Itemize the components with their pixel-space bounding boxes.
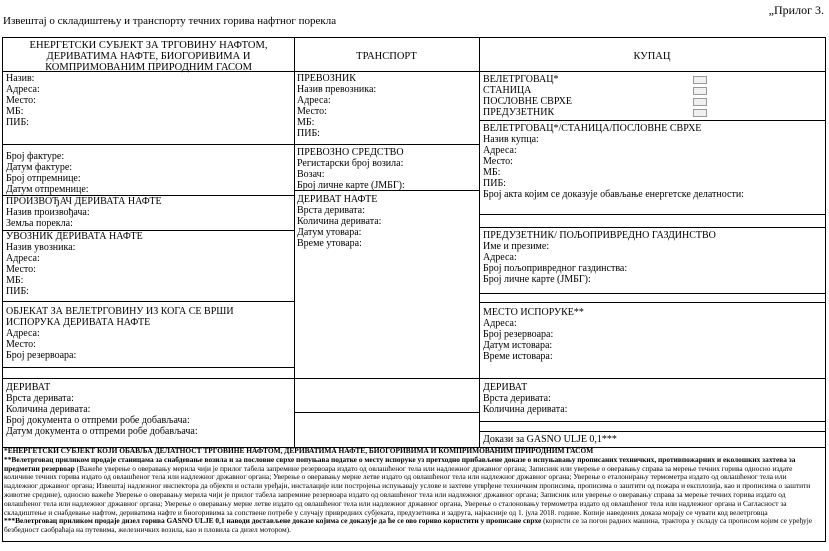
- attachment-label: „Прилог 3.: [768, 3, 824, 17]
- producer-section: ПРОИЗВОЂАЧ ДЕРИВАТА НАФТЕ Назив произвођача: Земља порекла:: [6, 196, 162, 229]
- subject-fields: Назив: Адреса: Место: МБ: ПИБ:: [6, 73, 40, 128]
- header-transport: ТРАНСПОРТ: [356, 51, 417, 62]
- checkbox-station[interactable]: [693, 87, 707, 95]
- footnote-1: *ЕНЕРГЕТСКИ СУБЈЕКТ КОЈИ ОБАВЉА ДЕЛАТНОСТ ТРГОВИНЕ НАФТОМ, ДЕРИВАТИМА НАФТЕ, БИОГОРИВИМА И КОМПРИМОВАНИМ ПРИРОДНИМ ГАСОМ: [4, 446, 594, 455]
- derivative-section: ДЕРИВАТ Врста деривата: Количина деривата: Број документа о отпреми робе добављача: Датум документа о отпреми робе добављача:: [6, 382, 198, 437]
- gasno-proof-label: Докази за GASNO ULJE 0,1***: [483, 434, 617, 445]
- buyer-section: ВЕЛЕТРГОВАЦ*/СТАНИЦА/ПОСЛОВНЕ СВРХЕ Назив купца: Адреса: Место: МБ: ПИБ: Број акта којим се доказује обављање енергетске делатности:: [483, 123, 744, 200]
- footnotes: [4, 447, 820, 535]
- importer-section: УВОЗНИК ДЕРИВАТА НАФТЕ Назив увозника: Адреса: Место: МБ: ПИБ:: [6, 231, 143, 297]
- vehicle-section: ПРЕВОЗНО СРЕДСТВО Регистарски број возила: Возач: Број личне карте (ЈМБГ):: [297, 147, 405, 191]
- delivery-place-section: МЕСТО ИСПОРУКЕ** Адреса: Број резервоара: Датум истовара: Време истовара:: [483, 307, 584, 362]
- checkbox-wholesaler[interactable]: [693, 76, 707, 84]
- carrier-section: ПРЕВОЗНИК Назив превозника: Адреса: Место: МБ: ПИБ:: [297, 73, 377, 139]
- report-title: Извештај о складиштењу и транспорту течних горива нафтног порекла: [3, 15, 337, 27]
- checkbox-entrepreneur[interactable]: [693, 109, 707, 117]
- facility-section: ОБЈЕКАТ ЗА ВЕЛЕТРГОВИНУ ИЗ КОГА СЕ ВРШИ ИСПОРУКА ДЕРИВАТА НАФТЕ Адреса: Место: Број резервоара:: [6, 306, 234, 361]
- header-buyer: КУПАЦ: [633, 51, 671, 62]
- footnote-3: ***Велетрговац приликом продаје дизел горива GASNO ULJE 0,1 наводи достављене доказе којима се доказује да ће се ово гориво користити у прописане сврхе (користи се за погон радних машина, трактора у складу са прописом којим се уређује безбедност саобраћаја на путевима, железничких возила, као и пловила са дизел мотором).: [4, 516, 813, 535]
- checkbox-business-purposes[interactable]: [693, 98, 707, 106]
- invoice-fields: Број фактуре: Датум фактуре: Број отпремнице: Датум отпремнице:: [6, 151, 89, 195]
- farm-section: ПРЕДУЗЕТНИК/ ПОЉОПРИВРЕДНО ГАЗДИНСТВО Име и презиме: Адреса: Број пољопривредног газдинства: Број личне карте (ЈМБГ):: [483, 230, 716, 285]
- buyer-derivative-section: ДЕРИВАТ Врста деривата: Количина деривата:: [483, 382, 568, 415]
- header-energy-subject: ЕНЕРГЕТСКИ СУБЈЕКТ ЗА ТРГОВИНУ НАФТОМ, ДЕРИВАТИМА НАФТЕ, БИОГОРИВИМА И КОМПРИМОВАНИМ ПРИРОДНИМ ГАСОМ: [29, 40, 268, 73]
- oil-derivative-section: ДЕРИВАТ НАФТЕ Врста деривата: Количина деривата: Датум утовара: Време утовара:: [297, 194, 382, 249]
- footnote-2: **Велетрговац приликом продаје станицама за снабдевање возила и за пословне сврхе попуњава податке о месту испоруке уз претходно прибављене доказе о испуњавању прописаних техничких, противпожарних и еколошких захтева за предметни резервоар (Важећe уверење о овeравању мерила чији je прилог табела запремине резервоара издато од овлашћеног тела или надлежног државног органа; Записник или уверење о оверавању справа за мерење течних горива односно издате количине течних горива издато од овлашћеног тела или надлежног државног органа; Уверење о оверавању мерне летве издато од овлашћеног тела или надлежног државног органа; Уверење о еталонирању термометра издато од овлашћеног тела или надлежног државног органа; Извештај надлежног инспектора да објекти и остали уређаји, инсталације или постројења испуњавају услове и захтеве утврђене техничким прописима, прописима о заштити од пожара и експлозија, као и прописима о заштити животне средине), односно важеће Уверење о оверавању мерила чији je прилог табела запремине резервоара издато од овлашћеног тела или надлежног државног органа; Записник или уверење о оверавању справа за мерење течних горива издато од овлашћеног тела или надлежног државног органа; Уверење о оверавању мерне летве издато од овлашћеног тела или надлежног државног органа, Уверење о сталоновању термометра издато од овлашћеног тела или надлежног органа и Сагласност за складиштење и снабдевање нафтом, дериватима нафте и биогоривима за сопствене потребе у случају привредних субјеката, предузетника и задруга, најкасније од 1. јула 2018. године. Копије наведених доказа морају се чувати код велетрговца: [4, 454, 811, 517]
- buyer-type-list: ВЕЛЕТРГОВАЦ* СТАНИЦА ПОСЛОВНЕ СВРХЕ ПРЕДУЗЕТНИК: [483, 74, 573, 118]
